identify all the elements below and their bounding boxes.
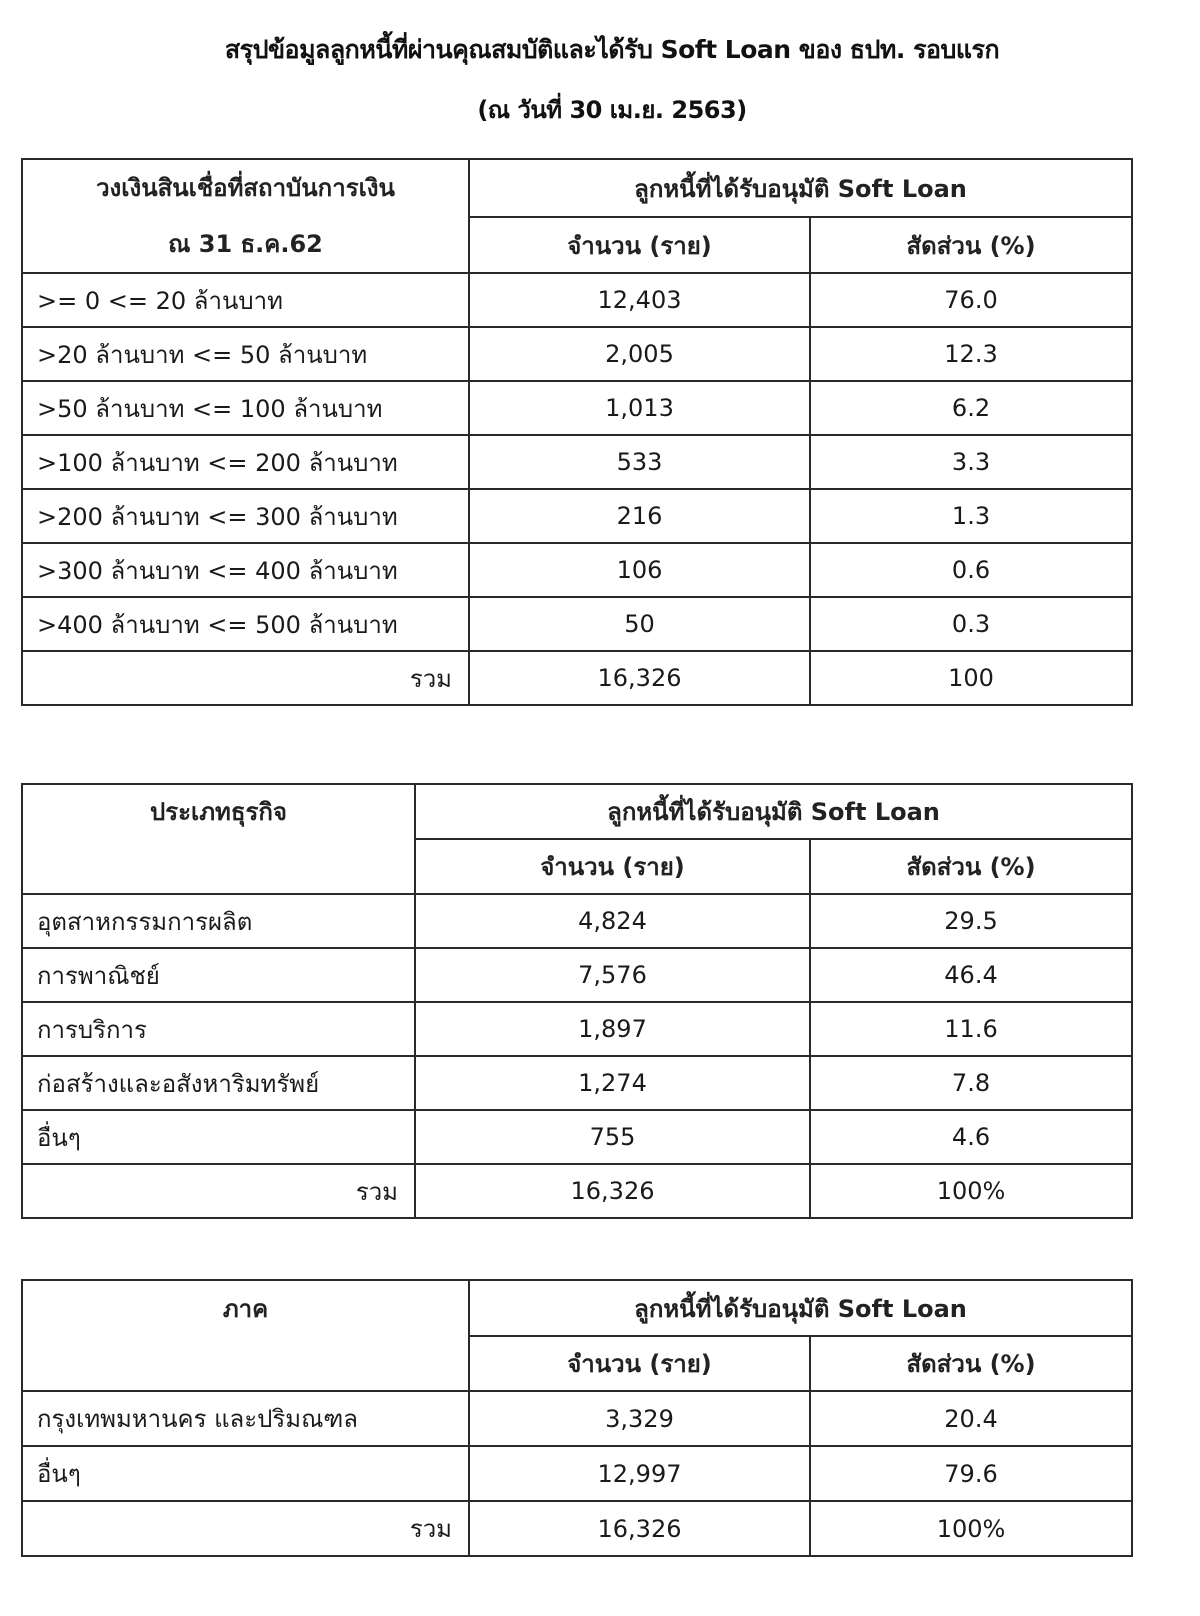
row-count: 533 <box>469 435 810 489</box>
row-header-line2: ณ 31 ธ.ค.62 <box>168 230 323 258</box>
total-label: รวม <box>22 1501 469 1556</box>
row-count: 755 <box>415 1110 810 1164</box>
row-header-label: ภาค <box>222 1295 269 1323</box>
business-type-table <box>21 783 1133 1219</box>
row-label: >50 ล้านบาท <= 100 ล้านบาท <box>22 381 469 435</box>
table-row <box>22 273 1132 327</box>
row-share: 76.0 <box>810 273 1132 327</box>
row-share: 0.6 <box>810 543 1132 597</box>
table-row <box>22 381 1132 435</box>
row-count: 216 <box>469 489 810 543</box>
row-label: >= 0 <= 20 ล้านบาท <box>22 273 469 327</box>
row-label: กรุงเทพมหานคร และปริมณฑล <box>22 1391 469 1446</box>
row-count: 50 <box>469 597 810 651</box>
row-share: 11.6 <box>810 1002 1132 1056</box>
row-label: >20 ล้านบาท <= 50 ล้านบาท <box>22 327 469 381</box>
total-count: 16,326 <box>469 651 810 705</box>
total-share: 100% <box>810 1164 1132 1218</box>
col-header-count: จำนวน (ราย) <box>415 839 810 894</box>
document-date-subtitle: (ณ วันที่ 30 เม.ย. 2563) <box>477 96 747 124</box>
group-header: ลูกหนี้ที่ได้รับอนุมัติ Soft Loan <box>469 159 1132 217</box>
row-label: อื่นๆ <box>22 1110 415 1164</box>
total-row <box>22 651 1132 705</box>
total-label: รวม <box>22 651 469 705</box>
table-row <box>22 1110 1132 1164</box>
table-row <box>22 1002 1132 1056</box>
col-header-share: สัดส่วน (%) <box>810 839 1132 894</box>
row-label: การบริการ <box>22 1002 415 1056</box>
col-header-share: สัดส่วน (%) <box>810 217 1132 273</box>
row-share: 1.3 <box>810 489 1132 543</box>
row-count: 7,576 <box>415 948 810 1002</box>
total-count: 16,326 <box>415 1164 810 1218</box>
row-label: อุตสาหกรรมการผลิต <box>22 894 415 948</box>
row-share: 4.6 <box>810 1110 1132 1164</box>
row-share: 0.3 <box>810 597 1132 651</box>
total-count: 16,326 <box>469 1501 810 1556</box>
table-row <box>22 1446 1132 1501</box>
document-title: สรุปข้อมูลลูกหนี้ที่ผ่านคุณสมบัติและได้รับ Soft Loan ของ ธปท. รอบแรก <box>224 35 1000 64</box>
row-header-line1: วงเงินสินเชื่อที่สถาบันการเงิน <box>96 174 395 202</box>
row-share: 3.3 <box>810 435 1132 489</box>
row-label: การพาณิชย์ <box>22 948 415 1002</box>
table-row <box>22 597 1132 651</box>
table-row <box>22 327 1132 381</box>
row-label: >100 ล้านบาท <= 200 ล้านบาท <box>22 435 469 489</box>
row-count: 1,897 <box>415 1002 810 1056</box>
region-table <box>21 1279 1133 1557</box>
total-row <box>22 1501 1132 1556</box>
row-share: 79.6 <box>810 1446 1132 1501</box>
row-count: 1,274 <box>415 1056 810 1110</box>
row-count: 3,329 <box>469 1391 810 1446</box>
table-row <box>22 435 1132 489</box>
table-row <box>22 894 1132 948</box>
credit-limit-table <box>21 158 1133 706</box>
table-row <box>22 1391 1132 1446</box>
row-header-label: ประเภทธุรกิจ <box>150 798 287 826</box>
row-count: 12,403 <box>469 273 810 327</box>
total-share: 100% <box>810 1501 1132 1556</box>
row-share: 29.5 <box>810 894 1132 948</box>
row-share: 12.3 <box>810 327 1132 381</box>
col-header-share: สัดส่วน (%) <box>810 1336 1132 1391</box>
table-row <box>22 543 1132 597</box>
total-label: รวม <box>22 1164 415 1218</box>
group-header: ลูกหนี้ที่ได้รับอนุมัติ Soft Loan <box>469 1280 1132 1336</box>
row-label: >400 ล้านบาท <= 500 ล้านบาท <box>22 597 469 651</box>
col-header-count: จำนวน (ราย) <box>469 1336 810 1391</box>
group-header: ลูกหนี้ที่ได้รับอนุมัติ Soft Loan <box>415 784 1132 839</box>
row-count: 2,005 <box>469 327 810 381</box>
row-count: 106 <box>469 543 810 597</box>
row-share: 46.4 <box>810 948 1132 1002</box>
table-row <box>22 948 1132 1002</box>
row-share: 6.2 <box>810 381 1132 435</box>
region-row-header <box>22 1280 469 1391</box>
table-row <box>22 1056 1132 1110</box>
table-row <box>22 489 1132 543</box>
row-label: >200 ล้านบาท <= 300 ล้านบาท <box>22 489 469 543</box>
row-count: 12,997 <box>469 1446 810 1501</box>
row-count: 4,824 <box>415 894 810 948</box>
row-label: >300 ล้านบาท <= 400 ล้านบาท <box>22 543 469 597</box>
row-share: 7.8 <box>810 1056 1132 1110</box>
row-count: 1,013 <box>469 381 810 435</box>
row-label: อื่นๆ <box>22 1446 469 1501</box>
total-share: 100 <box>810 651 1132 705</box>
col-header-count: จำนวน (ราย) <box>469 217 810 273</box>
total-row <box>22 1164 1132 1218</box>
row-label: ก่อสร้างและอสังหาริมทรัพย์ <box>22 1056 415 1110</box>
business-type-row-header <box>22 784 415 894</box>
credit-limit-row-header <box>22 159 469 273</box>
row-share: 20.4 <box>810 1391 1132 1446</box>
